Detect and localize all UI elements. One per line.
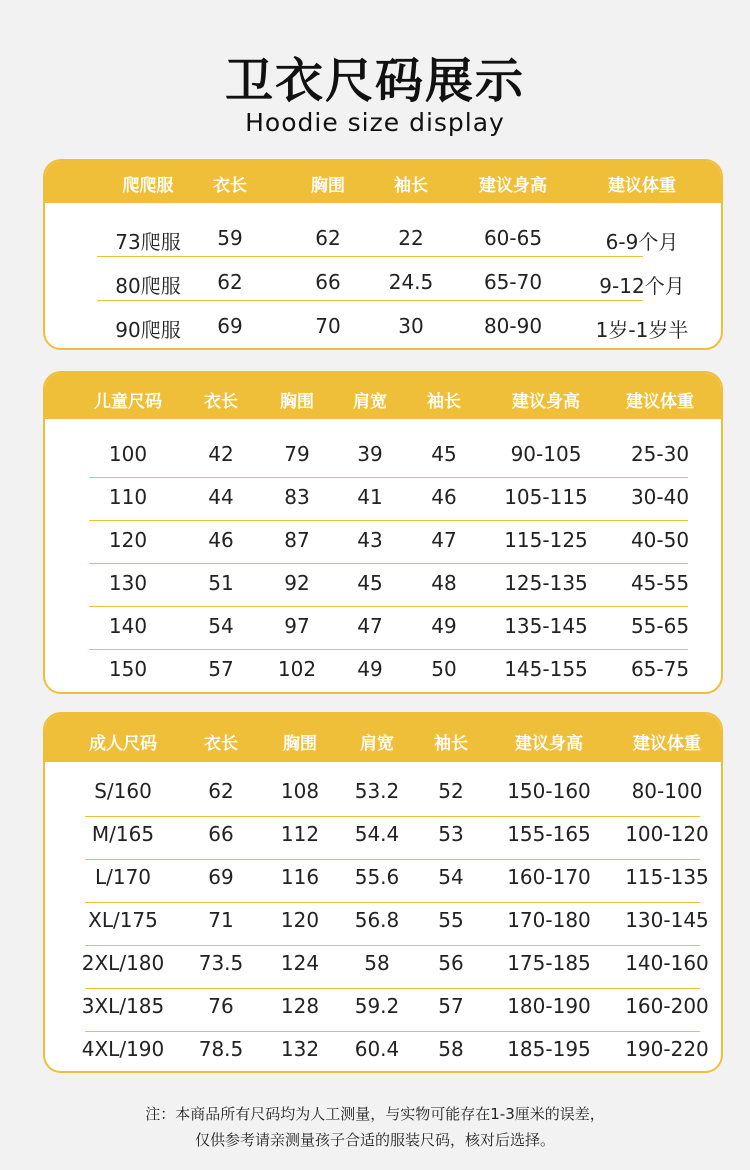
table-cell: 73.5 xyxy=(198,951,244,975)
table-cell: 45 xyxy=(357,571,383,595)
table-row xyxy=(45,657,721,694)
table-cell: 50 xyxy=(431,657,457,681)
table-cell: 102 xyxy=(277,657,317,681)
row-divider xyxy=(89,649,688,650)
table-cell: 49 xyxy=(357,657,383,681)
table-cell: 22 xyxy=(398,226,424,250)
table-cell: 47 xyxy=(357,614,383,638)
table-cell: 79 xyxy=(284,442,310,466)
page-title: 卫衣尺码展示 xyxy=(224,53,525,109)
table-cell: 160-170 xyxy=(507,865,591,889)
table-cell: L/170 xyxy=(94,865,152,889)
row-divider xyxy=(85,988,700,989)
table-cell: 70 xyxy=(315,314,341,338)
table-cell: 108 xyxy=(280,779,320,803)
table-cell: 130 xyxy=(108,571,148,595)
column-header: 袖长 xyxy=(434,734,468,754)
table-cell: 1岁-1岁半 xyxy=(595,318,689,342)
table-cell: 30 xyxy=(398,314,424,338)
column-header: 肩宽 xyxy=(360,734,394,754)
table-cell: 55.6 xyxy=(354,865,400,889)
row-divider xyxy=(89,520,688,521)
table-cell: 130-145 xyxy=(625,908,709,932)
table-cell: 145-155 xyxy=(504,657,588,681)
row-divider xyxy=(85,816,700,817)
table-cell: 56 xyxy=(438,951,464,975)
table-cell: 54.4 xyxy=(354,822,400,846)
table-cell: 66 xyxy=(315,270,341,294)
table-cell: 55 xyxy=(438,908,464,932)
table-cell: 66 xyxy=(208,822,234,846)
table-cell: 3XL/185 xyxy=(81,994,165,1018)
table-row xyxy=(45,316,721,350)
column-header: 儿童尺码 xyxy=(94,392,162,412)
table-cell: 24.5 xyxy=(388,270,434,294)
table-cell: 55-65 xyxy=(630,614,690,638)
row-divider xyxy=(97,300,643,301)
column-header: 胸围 xyxy=(311,176,345,196)
column-header: 袖长 xyxy=(394,176,428,196)
table-cell: 175-185 xyxy=(507,951,591,975)
row-divider xyxy=(89,563,688,564)
table-cell: 6-9个月 xyxy=(605,230,679,254)
table-cell: 44 xyxy=(208,485,234,509)
table-cell: 115-125 xyxy=(504,528,588,552)
table-cell: 58 xyxy=(364,951,390,975)
table-cell: 25-30 xyxy=(630,442,690,466)
table-cell: 41 xyxy=(357,485,383,509)
row-divider xyxy=(97,256,643,257)
table-cell: 62 xyxy=(217,270,243,294)
table-cell: 160-200 xyxy=(625,994,709,1018)
romper-size-table xyxy=(43,159,723,350)
table-cell: 100-120 xyxy=(625,822,709,846)
row-divider xyxy=(85,859,700,860)
column-header: 建议身高 xyxy=(479,176,547,196)
row-divider xyxy=(85,1031,700,1032)
column-header: 爬爬服 xyxy=(122,176,174,196)
table-cell: 128 xyxy=(280,994,320,1018)
table-cell: 49 xyxy=(431,614,457,638)
table-cell: 83 xyxy=(284,485,310,509)
table-cell: 57 xyxy=(208,657,234,681)
table-cell: 132 xyxy=(280,1037,320,1061)
table-cell: 115-135 xyxy=(625,865,709,889)
column-header: 衣长 xyxy=(204,392,238,412)
table-cell: 190-220 xyxy=(625,1037,709,1061)
table-cell: S/160 xyxy=(94,779,152,803)
table-cell: 57 xyxy=(438,994,464,1018)
table-cell: M/165 xyxy=(91,822,155,846)
table-cell: 60-65 xyxy=(483,226,543,250)
table-cell: 71 xyxy=(208,908,234,932)
table-cell: 150-160 xyxy=(507,779,591,803)
row-divider xyxy=(89,477,688,478)
table-cell: 54 xyxy=(208,614,234,638)
column-header: 建议身高 xyxy=(512,392,580,412)
table-cell: 150 xyxy=(108,657,148,681)
table-cell: 116 xyxy=(280,865,320,889)
table-cell: XL/175 xyxy=(88,908,158,932)
table-cell: 58 xyxy=(438,1037,464,1061)
table-cell: 42 xyxy=(208,442,234,466)
table-cell: 185-195 xyxy=(507,1037,591,1061)
table-cell: 51 xyxy=(208,571,234,595)
column-header: 建议体重 xyxy=(633,734,701,754)
table-cell: 112 xyxy=(280,822,320,846)
table-cell: 80爬服 xyxy=(115,274,181,298)
table-cell: 76 xyxy=(208,994,234,1018)
row-divider xyxy=(85,902,700,903)
table-row xyxy=(45,272,721,316)
table-cell: 45 xyxy=(431,442,457,466)
row-divider xyxy=(85,945,700,946)
table-cell: 120 xyxy=(108,528,148,552)
table-cell: 30-40 xyxy=(630,485,690,509)
table-cell: 124 xyxy=(280,951,320,975)
table-cell: 54 xyxy=(438,865,464,889)
table-cell: 43 xyxy=(357,528,383,552)
table-cell: 47 xyxy=(431,528,457,552)
table-cell: 92 xyxy=(284,571,310,595)
table-cell: 4XL/190 xyxy=(81,1037,165,1061)
table-cell: 100 xyxy=(108,442,148,466)
table-cell: 135-145 xyxy=(504,614,588,638)
table-cell: 80-90 xyxy=(483,314,543,338)
footnote-line-2: 仅供参考请亲测量孩子合适的服装尺码，核对后选择。 xyxy=(194,1131,555,1149)
table-cell: 140-160 xyxy=(625,951,709,975)
column-header: 建议体重 xyxy=(608,176,676,196)
table-row xyxy=(45,228,721,272)
table-cell: 87 xyxy=(284,528,310,552)
table-row xyxy=(45,1037,721,1073)
table-cell: 46 xyxy=(208,528,234,552)
column-header: 衣长 xyxy=(213,176,247,196)
table-cell: 125-135 xyxy=(504,571,588,595)
column-header: 袖长 xyxy=(427,392,461,412)
row-divider xyxy=(89,606,688,607)
footnote-line-1: 注：本商品所有尺码均为人工测量，与实物可能存在1-3厘米的误差， xyxy=(145,1105,605,1123)
table-cell: 60.4 xyxy=(354,1037,400,1061)
table-cell: 105-115 xyxy=(504,485,588,509)
table-cell: 155-165 xyxy=(507,822,591,846)
table-cell: 56.8 xyxy=(354,908,400,932)
table-cell: 52 xyxy=(438,779,464,803)
table-cell: 120 xyxy=(280,908,320,932)
table-cell: 9-12个月 xyxy=(599,274,685,298)
kids-table-header xyxy=(45,373,721,419)
table-cell: 110 xyxy=(108,485,148,509)
kids-size-table xyxy=(43,371,723,694)
table-cell: 180-190 xyxy=(507,994,591,1018)
romper-table-header xyxy=(45,161,721,203)
column-header: 建议身高 xyxy=(515,734,583,754)
table-cell: 59.2 xyxy=(354,994,400,1018)
adult-table-header xyxy=(45,714,721,762)
table-cell: 53 xyxy=(438,822,464,846)
table-cell: 40-50 xyxy=(630,528,690,552)
table-cell: 90-105 xyxy=(510,442,582,466)
table-cell: 62 xyxy=(208,779,234,803)
column-header: 衣长 xyxy=(204,734,238,754)
table-cell: 48 xyxy=(431,571,457,595)
table-cell: 73爬服 xyxy=(115,230,181,254)
table-cell: 80-100 xyxy=(631,779,703,803)
column-header: 成人尺码 xyxy=(89,734,157,754)
column-header: 胸围 xyxy=(280,392,314,412)
page-subtitle: Hoodie size display xyxy=(245,108,505,137)
table-cell: 97 xyxy=(284,614,310,638)
table-cell: 140 xyxy=(108,614,148,638)
table-cell: 65-70 xyxy=(483,270,543,294)
table-cell: 2XL/180 xyxy=(81,951,165,975)
table-cell: 59 xyxy=(217,226,243,250)
table-cell: 62 xyxy=(315,226,341,250)
column-header: 建议体重 xyxy=(626,392,694,412)
table-cell: 69 xyxy=(217,314,243,338)
table-cell: 65-75 xyxy=(630,657,690,681)
table-cell: 78.5 xyxy=(198,1037,244,1061)
adult-size-table xyxy=(43,712,723,1073)
table-cell: 170-180 xyxy=(507,908,591,932)
table-cell: 53.2 xyxy=(354,779,400,803)
column-header: 肩宽 xyxy=(353,392,387,412)
column-header: 胸围 xyxy=(283,734,317,754)
table-cell: 39 xyxy=(357,442,383,466)
table-cell: 90爬服 xyxy=(115,318,181,342)
table-cell: 69 xyxy=(208,865,234,889)
table-cell: 46 xyxy=(431,485,457,509)
table-cell: 45-55 xyxy=(630,571,690,595)
